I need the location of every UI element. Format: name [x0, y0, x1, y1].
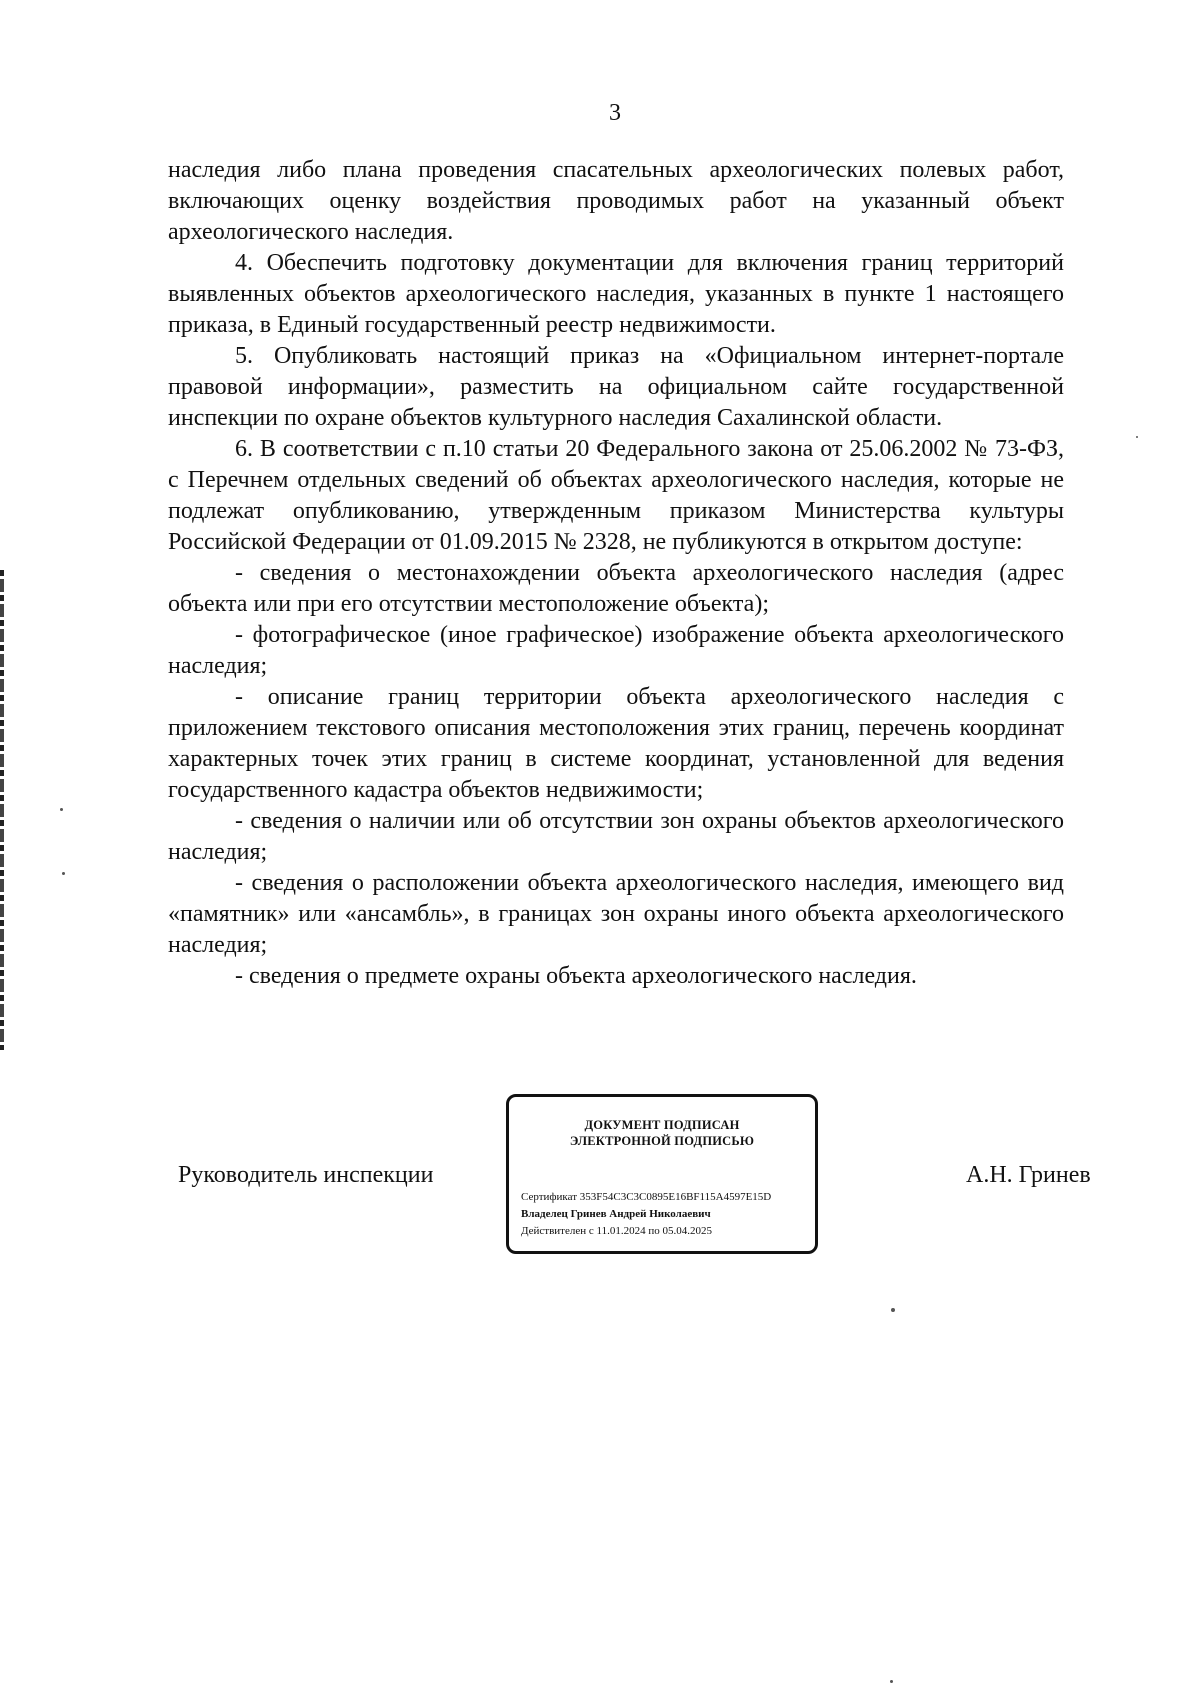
stamp-validity: Действителен с 11.01.2024 по 05.04.2025 [521, 1225, 712, 1237]
scan-edge-artifact [0, 570, 4, 1050]
list-item: - сведения о местонахождении объекта археологического наследия (адрес объекта или при его отсутствии местоположение объекта); [168, 560, 1064, 617]
scan-speck [62, 872, 65, 875]
scan-speck [890, 1680, 893, 1683]
stamp-certificate: Сертификат 353F54C3C3C0895E16BF115A4597E15D [521, 1191, 772, 1203]
scan-speck [60, 808, 63, 811]
stamp-title [509, 1117, 815, 1149]
paragraph-item-5: 5. Опубликовать настоящий приказ на «Официальном интернет-портале правовой информации», разместить на официальном сайте государственной инспекции по охране объектов культурного наследия Сахалинской области. [168, 343, 1064, 431]
list-item: - сведения о предмете охраны объекта археологического наследия. [235, 963, 917, 989]
paragraph-continuation: наследия либо плана проведения спасательных археологических полевых работ, включающих оценку воздействия проводимых работ на указанный объект археологического наследия. [168, 157, 1064, 245]
stamp-owner: Владелец Гринев Андрей Николаевич [521, 1208, 711, 1220]
stamp-title-line-2: ЭЛЕКТРОННОЙ ПОДПИСЬЮ [569, 1134, 755, 1148]
signatory-name: А.Н. Гринев [966, 1162, 1091, 1188]
scan-speck [891, 1308, 895, 1312]
paragraph-item-4: 4. Обеспечить подготовку документации для включения границ территорий выявленных объектов археологического наследия, указанных в пункте 1 настоящего приказа, в Единый государственный реестр недвижимости. [168, 250, 1064, 338]
list-item: - описание границ территории объекта археологического наследия с приложением текстового описания местоположения этих границ, перечень координат характерных точек этих границ в системе координат, установленной для ведения государственного кадастра объектов недвижимости; [168, 684, 1064, 803]
list-item: - сведения о наличии или об отсутствии зон охраны объектов археологического наследия; [168, 808, 1064, 865]
electronic-signature-stamp [506, 1094, 818, 1254]
signatory-position: Руководитель инспекции [178, 1162, 434, 1188]
document-body [168, 155, 1064, 992]
list-item: - сведения о расположении объекта археологического наследия, имеющего вид «памятник» или «ансамбль», в границах зон охраны иного объекта археологического наследия; [168, 870, 1064, 958]
list-item: - фотографическое (иное графическое) изображение объекта археологического наследия; [168, 622, 1064, 679]
page-number: 3 [609, 100, 621, 126]
scan-speck [1136, 436, 1138, 438]
stamp-title-line-1: ДОКУМЕНТ ПОДПИСАН [584, 1118, 740, 1132]
stamp-details [521, 1189, 813, 1240]
paragraph-item-6: 6. В соответствии с п.10 статьи 20 Федерального закона от 25.06.2002 № 73-ФЗ, с Перечнем отдельных сведений об объектах археологического наследия, которые не подлежат опубликованию, утвержденным приказом Министерства культуры Российской Федерации от 01.09.2015 № 2328, не публикуются в открытом доступе: [168, 436, 1064, 555]
